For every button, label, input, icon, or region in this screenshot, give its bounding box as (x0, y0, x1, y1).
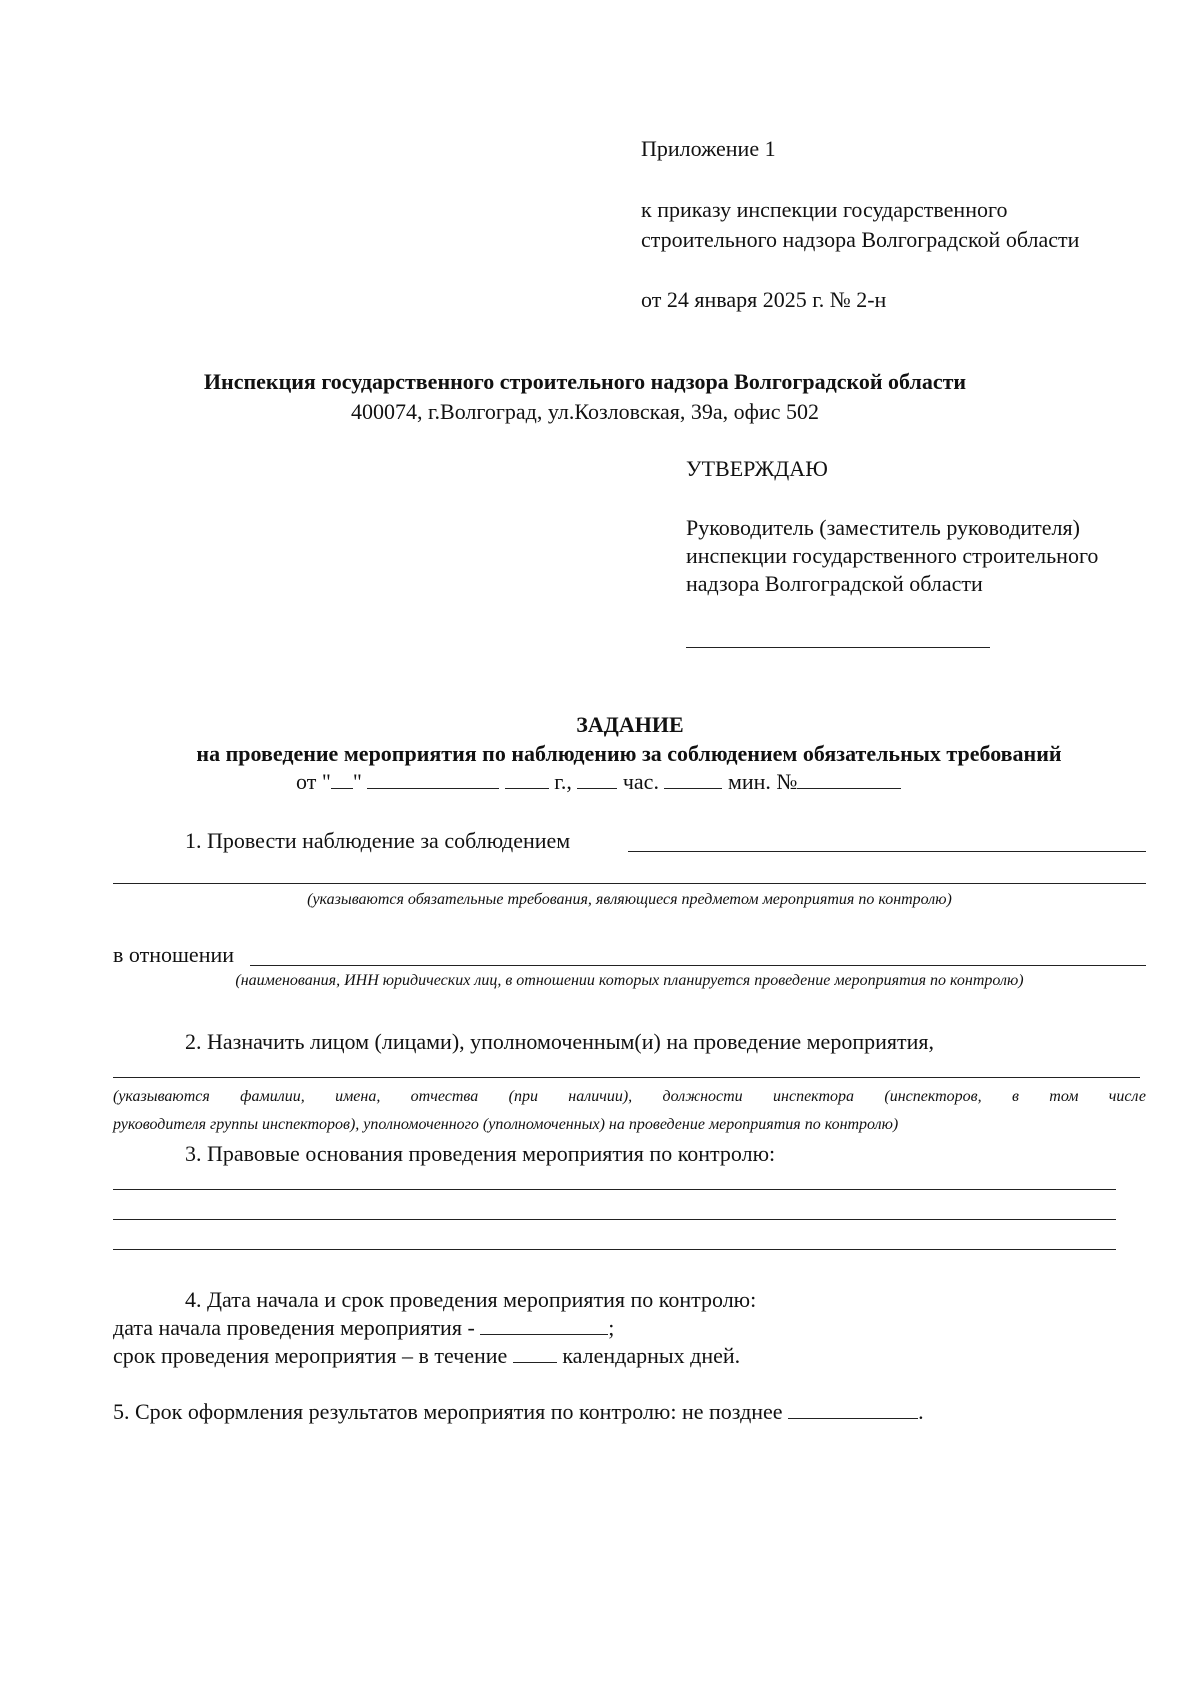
approve-line2: инспекции государственного строительного (686, 543, 1099, 568)
item5-text: 5. Срок оформления результатов мероприятия по контролю: не позднее (113, 1399, 783, 1424)
item4-start-end: ; (608, 1315, 615, 1340)
date-min-label: мин. (727, 769, 771, 794)
date-day-blank (331, 768, 353, 789)
item5-blank (788, 1398, 918, 1419)
item4-start-line (113, 1314, 614, 1342)
date-min-blank (664, 768, 722, 789)
item4-text: 4. Дата начала и срок проведения мероприятия по контролю: (185, 1287, 757, 1312)
item1-line-b (113, 883, 1146, 884)
date-no-label: № (776, 769, 798, 794)
date-from-label: от " (296, 769, 331, 794)
item5-end: . (918, 1399, 924, 1424)
signature-line (686, 647, 990, 648)
item1b-hint: (наименования, ИНН юридических лиц, в отношении которых планируется проведение мероприятия по контролю) (235, 972, 1024, 989)
date-hour-blank (577, 768, 617, 789)
appendix-order-line2: строительного надзора Волгоградской области (641, 227, 1080, 252)
approve-label: УТВЕРЖДАЮ (686, 456, 828, 481)
item3-text: 3. Правовые основания проведения мероприятия по контролю: (185, 1141, 776, 1166)
item4-term-label: срок проведения мероприятия – в течение (113, 1343, 508, 1368)
item3-line-1 (113, 1189, 1116, 1190)
item2-hint2: руководителя группы инспекторов), уполномоченного (уполномоченных) на проведение мероприятия по контролю) (113, 1116, 899, 1133)
date-quote: " (352, 769, 362, 794)
date-year-blank (505, 768, 549, 789)
date-year-label: г., (554, 769, 572, 794)
item1b-text: в отношении (113, 942, 235, 967)
item1-line-a (628, 851, 1146, 852)
approve-line1: Руководитель (заместитель руководителя) (686, 515, 1080, 540)
date-month-blank (367, 768, 499, 789)
item3-line-3 (113, 1249, 1116, 1250)
approve-line3: надзора Волгоградской области (686, 571, 983, 596)
item4-start-label: дата начала проведения мероприятия - (113, 1315, 475, 1340)
task-date-line (296, 768, 901, 796)
appendix-order-date: от 24 января 2025 г. № 2-н (641, 287, 887, 312)
item4-start-blank (480, 1314, 608, 1335)
item4-term-end: календарных дней. (562, 1343, 741, 1368)
org-name: Инспекция государственного строительного надзора Волгоградской области (203, 369, 967, 394)
date-hour-label: час. (622, 769, 659, 794)
item2-hint1: (указываются фамилии, имена, отчества (при наличии), должности инспектора (инспекторов, в том числе (113, 1088, 1146, 1105)
item4-term-line (113, 1342, 740, 1370)
item3-line-2 (113, 1219, 1116, 1220)
item1-text: 1. Провести наблюдение за соблюдением (185, 828, 571, 853)
appendix-order-line1: к приказу инспекции государственного (641, 197, 1008, 222)
task-subtitle: на проведение мероприятия по наблюдению за соблюдением обязательных требований (196, 741, 1062, 766)
item5-line (113, 1398, 924, 1426)
item4-term-blank (513, 1342, 557, 1363)
item2-line (113, 1077, 1140, 1078)
item1-hint: (указываются обязательные требования, являющиеся предметом мероприятия по контролю) (307, 891, 952, 908)
task-title: ЗАДАНИЕ (576, 712, 684, 737)
org-address: 400074, г.Волгоград, ул.Козловская, 39а, офис 502 (351, 399, 819, 424)
appendix-title: Приложение 1 (641, 136, 776, 161)
item2-text: 2. Назначить лицом (лицами), уполномоченным(и) на проведение мероприятия, (185, 1029, 934, 1054)
item1b-line (250, 965, 1146, 966)
date-no-blank (797, 768, 901, 789)
